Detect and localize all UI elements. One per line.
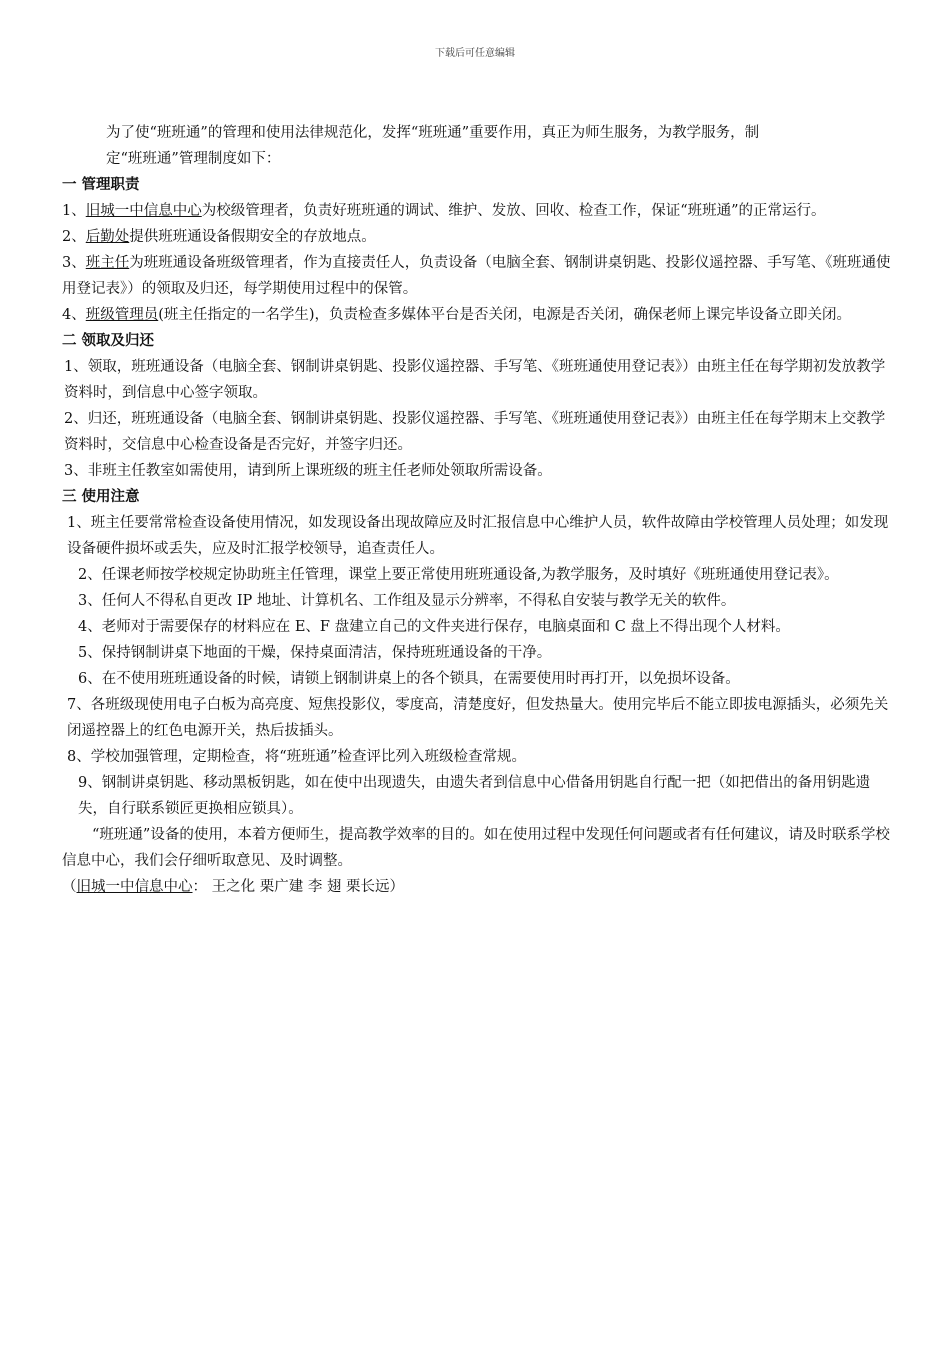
item-number: 4、 [62, 307, 86, 323]
list-item [62, 302, 892, 328]
item-text: (班主任指定的一名学生)，负责检查多媒体平台是否关闭，电源是否关闭，确保老师上课完毕设备立即关闭。 [158, 307, 852, 323]
intro-line-1: 为了使“班班通”的管理和使用法律规范化，发挥“班班通”重要作用，真正为师生服务，为教学服务，制 [106, 125, 760, 141]
document-body [62, 120, 892, 900]
underlined-term: 旧城一中信息中心 [85, 203, 202, 219]
signature-line [62, 874, 892, 900]
list-item: 1、班主任要常常检查设备使用情况，如发现设备出现故障应及时汇报信息中心维护人员，软件故障由学校管理人员处理；如发现设备硬件损坏或丢失，应及时汇报学校领导，追查责任人。 [67, 515, 889, 557]
list-item: 3、任何人不得私自更改 IP 地址、计算机名、工作组及显示分辨率，不得私自安装与教学无关的软件。 [78, 593, 736, 609]
list-item: 9、钢制讲桌钥匙、移动黑板钥匙，如在使中出现遗失，由遗失者到信息中心借备用钥匙自行配一把（如把借出的备用钥匙遗失，自行联系锁匠更换相应锁具）。 [78, 775, 871, 817]
item-text: 为班班通设备班级管理者，作为直接责任人，负责设备（电脑全套、钢制讲桌钥匙、投影仪遥控器、手写笔、《班班通使用登记表》）的领取及归还，每学期使用过程中的保管。 [62, 255, 891, 297]
item-text: 为校级管理者，负责好班班通的调试、维护、发放、回收、检查工作，保证“班班通”的正常运行。 [201, 203, 826, 219]
list-item: 2、任课老师按学校规定协助班主任管理，课堂上要正常使用班班通设备,为教学服务，及时填好《班班通使用登记表》。 [78, 567, 839, 583]
underlined-term: 班主任 [85, 255, 130, 271]
item-number: 1、 [62, 203, 86, 219]
section-heading-management: 一 管理职责 [62, 177, 140, 193]
list-item [62, 198, 892, 224]
list-item: 8、学校加强管理，定期检查，将“班班通”检查评比列入班级检查常规。 [67, 749, 527, 765]
list-item: 4、老师对于需要保存的材料应在 E、F 盘建立自己的文件夹进行保存，电脑桌面和 C 盘上不得出现个人材料。 [78, 619, 790, 635]
list-item: 6、在不使用班班通设备的时候，请锁上钢制讲桌上的各个锁具，在需要使用时再打开，以免损坏设备。 [78, 671, 740, 687]
list-item: 2、归还，班班通设备（电脑全套、钢制讲桌钥匙、投影仪遥控器、手写笔、《班班通使用登记表》）由班主任在每学期末上交教学资料时，交信息中心检查设备是否完好，并签字归还。 [64, 411, 886, 453]
item-text: 提供班班通设备假期安全的存放地点。 [129, 229, 376, 245]
page-header: 下载后可任意编辑 [435, 48, 515, 59]
intro-line-2: 定“班班通”管理制度如下： [106, 151, 281, 167]
list-item [62, 224, 892, 250]
section-heading-usage-notes: 三 使用注意 [62, 489, 140, 505]
item-number: 3、 [62, 255, 86, 271]
item-number: 2、 [62, 229, 86, 245]
signature-names: ： 王之化 栗广建 李 翅 栗长远） [192, 879, 405, 895]
underlined-term: 班级管理员 [85, 307, 159, 323]
closing-paragraph: “班班通”设备的使用，本着方便师生，提高教学效率的目的。如在使用过程中发现任何问题或者有任何建议，请及时联系学校信息中心，我们会仔细听取意见、及时调整。 [62, 827, 890, 869]
signature-open: （ [62, 879, 77, 895]
list-item: 5、保持钢制讲桌下地面的干燥，保持桌面清洁，保持班班通设备的干净。 [78, 645, 552, 661]
list-item [62, 250, 892, 302]
list-item: 1、领取，班班通设备（电脑全套、钢制讲桌钥匙、投影仪遥控器、手写笔、《班班通使用登记表》）由班主任在每学期初发放教学资料时，到信息中心签字领取。 [64, 359, 886, 401]
underlined-term: 后勤处 [85, 229, 130, 245]
list-item: 7、各班级现使用电子白板为高亮度、短焦投影仪，零度高，清楚度好，但发热量大。使用完毕后不能立即拔电源插头，必须先关闭遥控器上的红色电源开关，热后拔插头。 [67, 697, 889, 739]
section-heading-receive-return: 二 领取及归还 [62, 333, 155, 349]
list-item: 3、非班主任教室如需使用，请到所上课班级的班主任老师处领取所需设备。 [64, 463, 552, 479]
signature-org: 旧城一中信息中心 [76, 879, 193, 895]
